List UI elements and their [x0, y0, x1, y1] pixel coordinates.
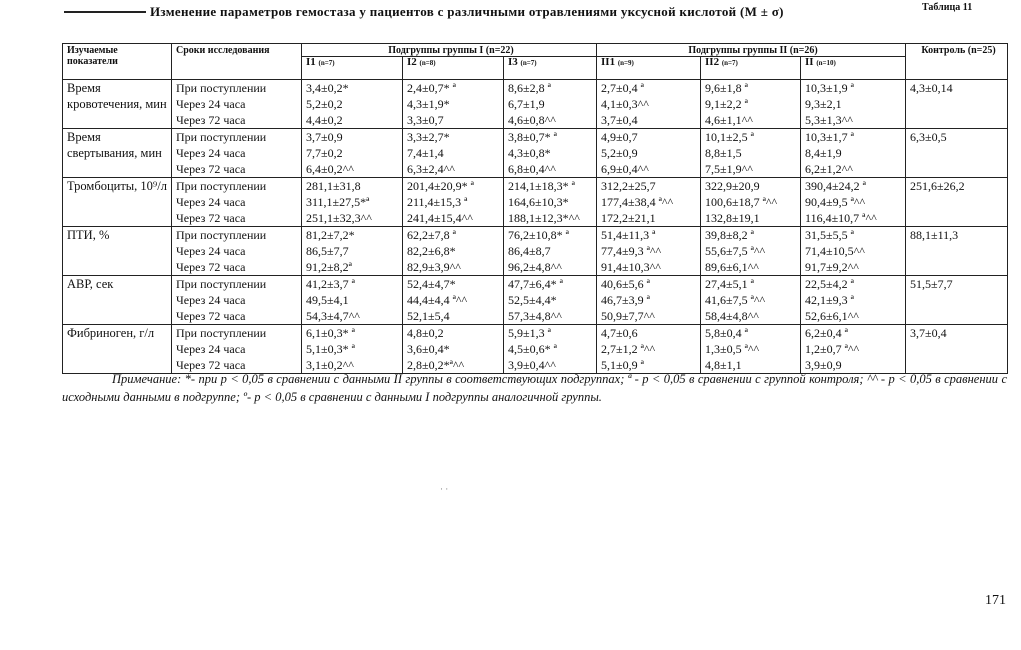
- table-row: [63, 227, 1008, 276]
- value: 10,1±2,5 ª: [705, 130, 754, 144]
- value-cell: [504, 80, 597, 129]
- value: 177,4±38,4 ª^^: [601, 195, 674, 209]
- value: 2,7±0,4 ª: [601, 81, 644, 95]
- value: 5,1±0,9 ª: [601, 358, 644, 372]
- value: 52,5±4,4*: [508, 293, 557, 307]
- value: 6,4±0,2^^: [306, 162, 354, 176]
- value-cell: [403, 80, 504, 129]
- header-group-1: Подгруппы группы I (n=22): [302, 44, 597, 57]
- control-cell: 6,3±0,5: [906, 129, 1008, 178]
- value: 164,6±10,3*: [508, 195, 569, 209]
- value: 46,7±3,9 ª: [601, 293, 650, 307]
- indicator-cell: Время свертывания, мин: [63, 129, 172, 178]
- value-cell: [597, 276, 701, 325]
- value-cell: [403, 129, 504, 178]
- control-cell: 51,5±7,7: [906, 276, 1008, 325]
- table-row: [63, 276, 1008, 325]
- value: 4,9±0,7: [601, 130, 638, 144]
- value-cell: [801, 276, 906, 325]
- value: 40,6±5,6 ª: [601, 277, 650, 291]
- value-cell: [701, 276, 801, 325]
- value-cell: [403, 227, 504, 276]
- timing-label: Через 72 часа: [176, 260, 246, 274]
- value: 132,8±19,1: [705, 211, 760, 225]
- value: 3,9±0,9: [805, 358, 842, 372]
- value: 4,5±0,6* ª: [508, 342, 557, 356]
- value: 41,6±7,5 ª^^: [705, 293, 766, 307]
- value: 3,7±0,9: [306, 130, 343, 144]
- value: 9,1±2,2 ª: [705, 97, 748, 111]
- timing-label: При поступлении: [176, 277, 267, 291]
- timing-label: Через 24 часа: [176, 146, 246, 160]
- value-cell: [403, 178, 504, 227]
- value: 62,2±7,8 ª: [407, 228, 456, 242]
- value: 281,1±31,8: [306, 179, 361, 193]
- value: 58,4±4,8^^: [705, 309, 759, 323]
- value: 96,2±4,8^^: [508, 260, 562, 274]
- value: 39,8±8,2 ª: [705, 228, 754, 242]
- value: 41,2±3,7 ª: [306, 277, 355, 291]
- value-cell: [302, 325, 403, 374]
- value: 82,2±6,8*: [407, 244, 456, 258]
- timing-label: При поступлении: [176, 228, 267, 242]
- timing-label: Через 72 часа: [176, 309, 246, 323]
- timing-label: Через 24 часа: [176, 293, 246, 307]
- value: 311,1±27,5*ª: [306, 195, 370, 209]
- table-number: Таблица 11: [922, 2, 973, 13]
- value-cell: [801, 227, 906, 276]
- value: 6,8±0,4^^: [508, 162, 556, 176]
- table-row: [63, 325, 1008, 374]
- control-cell: 88,1±11,3: [906, 227, 1008, 276]
- header-timing: Сроки исследования: [172, 44, 302, 80]
- timing-label: При поступлении: [176, 326, 267, 340]
- value: 49,5±4,1: [306, 293, 349, 307]
- value-cell: [597, 178, 701, 227]
- value: 7,5±1,9^^: [705, 162, 753, 176]
- value: 3,9±0,4^^: [508, 358, 556, 372]
- value: 50,9±7,7^^: [601, 309, 655, 323]
- control-cell: 3,7±0,4: [906, 325, 1008, 374]
- value-cell: [701, 178, 801, 227]
- subgroup-header: II1 (n=9): [597, 57, 701, 80]
- header-control: Контроль (n=25): [906, 44, 1008, 80]
- value: 116,4±10,7 ª^^: [805, 211, 877, 225]
- value: 4,1±0,3^^: [601, 97, 649, 111]
- value: 5,2±0,9: [601, 146, 638, 160]
- header-indicator: Изучаемые показатели: [63, 44, 172, 80]
- timing-label: При поступлении: [176, 130, 267, 144]
- value: 57,3±4,8^^: [508, 309, 562, 323]
- hemostasis-table: [62, 43, 1008, 374]
- value-cell: [302, 227, 403, 276]
- value: 201,4±20,9* ª: [407, 179, 474, 193]
- value: 76,2±10,8* ª: [508, 228, 569, 242]
- value: 71,4±10,5^^: [805, 244, 865, 258]
- indicator-cell: Фибриноген, г/л: [63, 325, 172, 374]
- value: 55,6±7,5 ª^^: [705, 244, 766, 258]
- value-cell: [504, 178, 597, 227]
- value: 52,6±6,1^^: [805, 309, 859, 323]
- timing-cell: [172, 276, 302, 325]
- value: 10,3±1,9 ª: [805, 81, 854, 95]
- value-cell: [801, 129, 906, 178]
- value-cell: [403, 325, 504, 374]
- subgroup-header: I1 (n=7): [302, 57, 403, 80]
- value-cell: [801, 80, 906, 129]
- value: 3,6±0,4*: [407, 342, 450, 356]
- value-cell: [701, 227, 801, 276]
- value: 211,4±15,3 ª: [407, 195, 468, 209]
- value: 52,4±4,7*: [407, 277, 456, 291]
- indicator-cell: АВР, сек: [63, 276, 172, 325]
- timing-cell: [172, 80, 302, 129]
- subgroup-header: II (n=10): [801, 57, 906, 80]
- value: 214,1±18,3* ª: [508, 179, 575, 193]
- value: 8,6±2,8 ª: [508, 81, 551, 95]
- value: 312,2±25,7: [601, 179, 656, 193]
- value: 3,4±0,2*: [306, 81, 349, 95]
- value: 390,4±24,2 ª: [805, 179, 866, 193]
- table-row: [63, 129, 1008, 178]
- value: 6,2±0,4 ª: [805, 326, 848, 340]
- value: 4,3±0,8*: [508, 146, 551, 160]
- timing-label: Через 24 часа: [176, 195, 246, 209]
- value: 251,1±32,3^^: [306, 211, 372, 225]
- value: 2,7±1,2 ª^^: [601, 342, 656, 356]
- value: 3,8±0,7* ª: [508, 130, 557, 144]
- value: 9,6±1,8 ª: [705, 81, 748, 95]
- value: 2,8±0,2*ª^^: [407, 358, 465, 372]
- value: 4,8±0,2: [407, 326, 444, 340]
- timing-label: При поступлении: [176, 179, 267, 193]
- table-row: [63, 178, 1008, 227]
- timing-label: Через 24 часа: [176, 97, 246, 111]
- value-cell: [302, 129, 403, 178]
- timing-cell: [172, 178, 302, 227]
- value-cell: [302, 80, 403, 129]
- value: 5,2±0,2: [306, 97, 343, 111]
- value-cell: [302, 276, 403, 325]
- value: 4,6±0,8^^: [508, 113, 556, 127]
- value: 7,7±0,2: [306, 146, 343, 160]
- value: 4,7±0,6: [601, 326, 638, 340]
- page-number: 171: [985, 593, 1006, 608]
- timing-label: Через 24 часа: [176, 342, 246, 356]
- value: 27,4±5,1 ª: [705, 277, 754, 291]
- value: 4,6±1,1^^: [705, 113, 753, 127]
- value-cell: [504, 325, 597, 374]
- value: 81,2±7,2*: [306, 228, 355, 242]
- value: 5,8±0,4 ª: [705, 326, 748, 340]
- value-cell: [701, 80, 801, 129]
- value: 91,7±9,2^^: [805, 260, 859, 274]
- value: 5,1±0,3* ª: [306, 342, 355, 356]
- table-title: Изменение параметров гемостаза у пациентов с различными отравлениями уксусной кислотой (M ± σ): [150, 4, 784, 19]
- value: 188,1±12,3*^^: [508, 211, 580, 225]
- value: 3,1±0,2^^: [306, 358, 354, 372]
- value: 10,3±1,7 ª: [805, 130, 854, 144]
- value: 51,4±11,3 ª: [601, 228, 656, 242]
- control-cell: 4,3±0,14: [906, 80, 1008, 129]
- value: 3,3±0,7: [407, 113, 444, 127]
- timing-label: При поступлении: [176, 81, 267, 95]
- indicator-cell: Тромбоциты, 10⁹/л: [63, 178, 172, 227]
- value: 77,4±9,3 ª^^: [601, 244, 662, 258]
- value: 3,3±2,7*: [407, 130, 450, 144]
- value-cell: [403, 276, 504, 325]
- value: 47,7±6,4* ª: [508, 277, 563, 291]
- table-body: [63, 80, 1008, 374]
- subgroup-header: I2 (n=8): [403, 57, 504, 80]
- value: 5,9±1,3 ª: [508, 326, 551, 340]
- value: 6,3±2,4^^: [407, 162, 455, 176]
- value: 100,6±18,7 ª^^: [705, 195, 778, 209]
- value: 6,2±1,2^^: [805, 162, 853, 176]
- value: 90,4±9,5 ª^^: [805, 195, 866, 209]
- value-cell: [701, 129, 801, 178]
- timing-cell: [172, 227, 302, 276]
- header-group-2: Подгруппы группы II (n=26): [597, 44, 906, 57]
- value: 9,3±2,1: [805, 97, 842, 111]
- value: 1,2±0,7 ª^^: [805, 342, 860, 356]
- value: 31,5±5,5 ª: [805, 228, 854, 242]
- timing-cell: [172, 129, 302, 178]
- value: 91,4±10,3^^: [601, 260, 661, 274]
- value: 241,4±15,4^^: [407, 211, 473, 225]
- value: 54,3±4,7^^: [306, 309, 360, 323]
- timing-cell: [172, 325, 302, 374]
- subgroup-header: I3 (n=7): [504, 57, 597, 80]
- value: 8,8±1,5: [705, 146, 742, 160]
- value: 8,4±1,9: [805, 146, 842, 160]
- control-cell: 251,6±26,2: [906, 178, 1008, 227]
- value: 7,4±1,4: [407, 146, 444, 160]
- value: 2,4±0,7* ª: [407, 81, 456, 95]
- subgroup-header: II2 (n=7): [701, 57, 801, 80]
- value: 44,4±4,4 ª^^: [407, 293, 468, 307]
- value-cell: [504, 129, 597, 178]
- timing-label: Через 72 часа: [176, 162, 246, 176]
- value: 6,7±1,9: [508, 97, 545, 111]
- value-cell: [701, 325, 801, 374]
- value: 89,6±6,1^^: [705, 260, 759, 274]
- value: 42,1±9,3 ª: [805, 293, 854, 307]
- value: 82,9±3,9^^: [407, 260, 461, 274]
- value: 4,3±1,9*: [407, 97, 450, 111]
- value-cell: [801, 178, 906, 227]
- table-row: [63, 80, 1008, 129]
- value: 6,1±0,3* ª: [306, 326, 355, 340]
- timing-label: Через 72 часа: [176, 211, 246, 225]
- value: 22,5±4,2 ª: [805, 277, 854, 291]
- value-cell: [504, 227, 597, 276]
- value-cell: [597, 80, 701, 129]
- value: 4,4±0,2: [306, 113, 343, 127]
- value: 52,1±5,4: [407, 309, 450, 323]
- value-cell: [302, 178, 403, 227]
- value: 86,5±7,7: [306, 244, 349, 258]
- value: 5,3±1,3^^: [805, 113, 853, 127]
- value-cell: [597, 129, 701, 178]
- timing-label: Через 24 часа: [176, 244, 246, 258]
- value-cell: [597, 227, 701, 276]
- value: 91,2±8,2ª: [306, 260, 352, 274]
- indicator-cell: ПТИ, %: [63, 227, 172, 276]
- timing-label: Через 72 часа: [176, 358, 246, 372]
- scan-artifact: · ·: [440, 484, 449, 494]
- value-cell: [597, 325, 701, 374]
- value: 86,4±8,7: [508, 244, 551, 258]
- value: 4,8±1,1: [705, 358, 742, 372]
- table-footnote: Примечание: *- при p < 0,05 в сравнении с данными II группы в соответствующих подгруппах; ª - p < 0,05 в сравнении с группой контроля; ^^ - p < 0,05 в сравнении с исходными данными в подгруппе; º- p < 0,05 в сравнении с данными I подгруппы аналогичной группы.: [62, 372, 1007, 404]
- indicator-cell: Время кровотечения, мин: [63, 80, 172, 129]
- value: 3,7±0,4: [601, 113, 638, 127]
- value: 6,9±0,4^^: [601, 162, 649, 176]
- timing-label: Через 72 часа: [176, 113, 246, 127]
- value: 172,2±21,1: [601, 211, 656, 225]
- value-cell: [801, 325, 906, 374]
- value: 322,9±20,9: [705, 179, 760, 193]
- value-cell: [504, 276, 597, 325]
- value: 1,3±0,5 ª^^: [705, 342, 760, 356]
